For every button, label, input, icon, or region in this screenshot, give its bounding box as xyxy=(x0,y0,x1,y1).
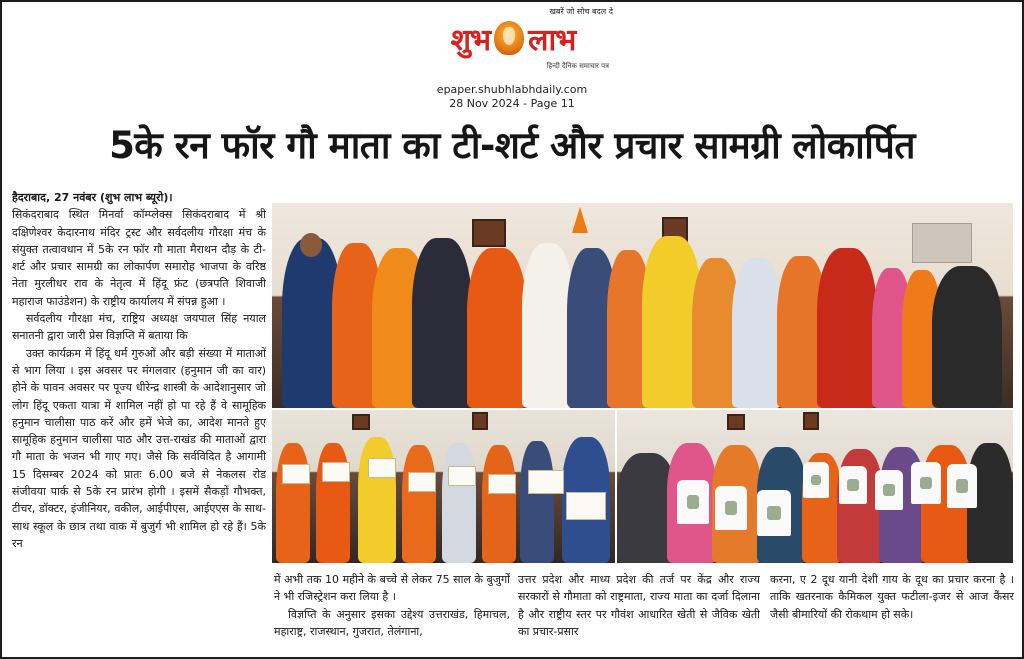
person xyxy=(412,238,472,408)
person xyxy=(482,445,516,563)
event-tshirt xyxy=(911,462,941,504)
masthead-title-right: लाभ xyxy=(528,22,576,58)
photo-group-certificates xyxy=(272,410,615,563)
article-paragraph-b1-1: में अभी तक 10 महीने के बच्चे से लेकर 75 साल के बुजुर्गों ने भी रजिस्ट्रेशन करा लिया है । xyxy=(274,573,510,604)
certificate xyxy=(282,464,310,484)
article-column-left xyxy=(12,189,266,649)
article-headline: 5के रन फॉर गौ माता का टी-शर्ट और प्रचार सामग्री लोकार्पित xyxy=(109,124,915,167)
article-column-bottom-1 xyxy=(274,571,510,657)
event-tshirt xyxy=(715,486,747,530)
person xyxy=(402,445,436,563)
event-tshirt xyxy=(677,480,709,524)
certificate xyxy=(408,472,436,492)
certificate xyxy=(488,474,516,494)
photo-group-launch xyxy=(272,203,1013,408)
person xyxy=(520,441,554,563)
event-tshirt xyxy=(803,462,829,498)
event-tshirt xyxy=(839,466,867,504)
article-paragraph-b2-1: उत्तर प्रदेश और माध्य प्रदेश की तर्ज पर केंद्र और राज्य सरकारों से गौमाता को राष्ट्रमाता, राज्य माता का दर्जा दिलाना है और राष्ट्रीय स्तर पर गौवंश आधारित खेती से जैविक खेती का प्रचार-प्रसार xyxy=(518,573,760,638)
article-paragraph-2: सर्वदलीय गौरक्षा मंच, राष्ट्रिय अध्यक्ष जयपाल सिंह नयाल सनातनी द्वारा जारी प्रेस विज्ञप्ति में बताया कि xyxy=(12,312,266,343)
article-paragraph xyxy=(12,189,266,310)
article-paragraph-3: उक्त कार्यक्रम में हिंदू धर्म गुरुओं और बड़ी संख्या में माताओं से भाग लिया । इस अवसर पर मंगलवार (हनुमान जी का वार) होने के पावन अवसर पर पूज्य धीरेन्द्र शास्त्री के आदेशानुसार जो लोग हिंदू एकता यात्रा में शामिल नहीं हो पा रहे हैं वे सामूहिक हनुमान चालीसा पाठ करें और हमें भेजे का, आदेश मानते हुए सामूहिक हनुमान चालीसा पाठ और उत्त-राखंड की माताओं द्वारा गौ माता के भजन भी गाए गए। जैसे कि सर्वविदित है आगामी 15 दिसम्बर 2024 को प्रातः 6.00 बजे से नेकलस रोड संजीवया पार्क से 5के रन प्रारंभ होगी । इसमें सैकड़ों गौभक्त, टीचर, डॉक्टर, इंजीनियर, वकील, आईपीएस, आईएएस के साथ- साथ स्कूल के छात्र तथा वाक में बुजुर्ग भी शामिल हो रहे हैं। 5के रन xyxy=(12,346,266,550)
person xyxy=(932,266,1002,408)
article-dateline: हैदराबाद, 27 नवंबर (शुभ लाभ ब्यूरो)। xyxy=(12,191,173,204)
person xyxy=(276,443,310,563)
wall-portrait xyxy=(472,219,506,247)
event-tshirt xyxy=(757,490,791,536)
certificate xyxy=(528,470,564,494)
event-tshirt xyxy=(947,464,977,508)
masthead-tagline: खबरें जो सोच बदल दे xyxy=(549,7,613,16)
article-paragraph-1: सिकंदराबाद स्थित मिनर्वा कॉम्प्लेक्स सिकंदराबाद में श्री दक्षिणेश्वर केदारनाथ मंदिर ट्रस्ट और सर्वदलीय गौरक्षा मंच के संयुक्त तत्वावधान में 5के रन फॉर गौ माता मैराथन दौड़ के टी-शर्ट और प्रचार सामग्री का लोकार्पण समारोह भाजपा के वरिष्ठ नेता मुरलीधर राव के नेतृत्व में हिंदू फ्रंट (छत्रपति शिवाजी महाराज फाउंडेशन) के राष्ट्रीय कार्यालय में संपन्न हुआ । xyxy=(12,208,266,308)
person xyxy=(732,258,782,408)
masthead-logo xyxy=(409,4,617,78)
photo-group-tshirts xyxy=(617,410,1013,563)
saffron-flag-icon xyxy=(572,207,588,233)
person xyxy=(358,437,396,563)
article-column-bottom-3 xyxy=(770,571,1014,657)
person xyxy=(442,443,476,563)
certificate xyxy=(566,492,606,520)
certificate xyxy=(322,462,350,482)
certificate xyxy=(368,458,396,478)
article-column-bottom-2 xyxy=(518,571,760,657)
edition-date-page: 28 Nov 2024 - Page 11 xyxy=(449,97,575,110)
article-paragraph-b1-2: विज्ञप्ति के अनुसार इसका उद्देश्य उत्तराखंड, हिमाचल, महाराष्ट्र, राजस्थान, गुजरात, तेलंगाना, xyxy=(274,607,510,638)
masthead-subtitle: हिन्दी दैनिक समाचार पत्र xyxy=(546,62,609,70)
event-tshirt xyxy=(875,470,903,510)
person xyxy=(467,248,527,408)
epaper-url[interactable]: epaper.shubhlabhdaily.com xyxy=(436,83,588,96)
ganesha-logo-icon xyxy=(494,21,524,55)
person xyxy=(817,248,877,408)
certificate xyxy=(448,466,476,486)
article-paragraph-b3-1: करना, ए 2 दूध यानी देशी गाय के दूध का प्रचार करना है । ताकि खतरनाक कैमिकल युक्त फटीला-इजर से आज कैंसर जैसी बीमारियों की रोकथाम हो सके। xyxy=(770,573,1014,621)
door xyxy=(912,223,972,263)
masthead-title-left: शुभ xyxy=(450,22,491,58)
person xyxy=(316,443,350,563)
masthead-title xyxy=(413,16,613,60)
